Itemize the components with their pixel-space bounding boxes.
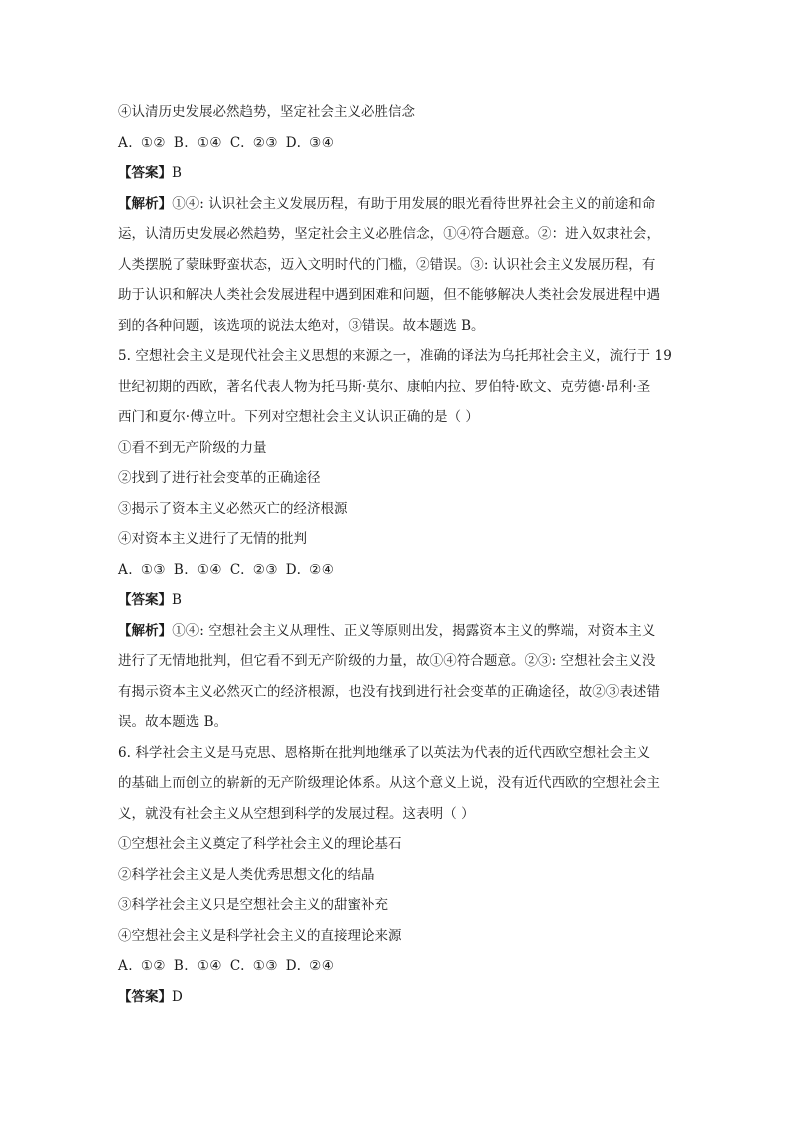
answer-label: 【答案】	[118, 592, 172, 608]
q6-answer	[118, 986, 678, 1008]
q4-answer	[118, 162, 678, 184]
q5-stem-line-3: 西门和夏尔·傅立叶。下列对空想社会主义认识正确的是（ ）	[118, 409, 479, 425]
q6-statement-2: ②科学社会主义是人类优秀思想文化的结晶	[118, 866, 375, 883]
q5-statement-2: ②找到了进行社会变革的正确途径	[118, 470, 321, 486]
analysis-text: ①④: 空想社会主义从理性、正义等原则出发，揭露资本主义的弊端，对资本主义	[172, 622, 656, 639]
analysis-label: 【解析】	[118, 622, 173, 639]
answer-value: B	[172, 592, 182, 608]
analysis-label: 【解析】	[118, 195, 173, 212]
q5-statement-3: ③揭示了资本主义必然灭亡的经济根源	[118, 500, 348, 517]
q5-answer	[118, 589, 678, 611]
q5-stem-line-1: 5. 空想社会主义是现代社会主义思想的来源之一，准确的译法为乌托邦社会主义，流行于 19	[118, 348, 672, 364]
answer-value: B	[172, 165, 182, 181]
document-content	[118, 101, 678, 1016]
q6-stem-line-2: 的基础上而创立的崭新的无产阶级理论体系。从这个意义上说，没有近代西欧的空想社会主	[118, 775, 660, 791]
q5-statement-1: ①看不到无产阶级的力量	[118, 439, 267, 456]
q4-analysis-line-3: 人类摆脱了蒙昧野蛮状态，迈入文明时代的门槛，②错误。③: 认识社会主义发展历程，有	[118, 256, 656, 273]
q6-stem-line-1: 6. 科学社会主义是马克思、恩格斯在批判地继承了以英法为代表的近代西欧空想社会主义	[118, 744, 651, 761]
q6-options: A. ①② B. ①④ C. ①③ D. ②④	[118, 958, 335, 974]
answer-value: D	[172, 988, 183, 1005]
q4-analysis-line-5: 到的各种问题，该选项的说法太绝对，③错误。故本题选 B。	[118, 317, 485, 334]
q4-statement-4: ④认清历史发展必然趋势，坚定社会主义必胜信念	[118, 104, 415, 120]
q4-analysis-line-4: 助于认识和解决人类社会发展进程中遇到困难和问题，但不能够解决人类社会发展进程中遇	[118, 287, 660, 303]
q5-analysis-line-2: 进行了无情地批判，但它看不到无产阶级的力量，故①④符合题意。②③: 空想社会主义没	[118, 653, 656, 669]
q5-options: A. ①③ B. ①④ C. ②③ D. ②④	[118, 561, 335, 578]
q4-analysis-line-2: 运，认清历史发展必然趋势，坚定社会主义必胜信念，①④符合题意。②：进入奴隶社会，	[118, 226, 660, 242]
q6-stem-line-3: 义，就没有社会主义从空想到科学的发展过程。这表明（ ）	[118, 805, 475, 822]
q5-statement-4: ④对资本主义进行了无情的批判	[118, 531, 307, 547]
q5-analysis-line-1	[118, 620, 678, 642]
answer-label: 【答案】	[118, 165, 172, 181]
q6-statement-3: ③科学社会主义只是空想社会主义的甜蜜补充	[118, 897, 388, 913]
analysis-text: ①④: 认识社会主义发展历程，有助于用发展的眼光看待世界社会主义的前途和命	[172, 195, 656, 212]
answer-label: 【答案】	[118, 988, 172, 1005]
q6-statement-4: ④空想社会主义是科学社会主义的直接理论来源	[118, 927, 402, 944]
q4-analysis-line-1	[118, 193, 678, 215]
q5-analysis-line-4: 误。故本题选 B。	[118, 714, 228, 730]
q5-stem-line-2: 世纪初期的西欧，著名代表人物为托马斯·莫尔、康帕内拉、罗伯特·欧文、克劳德·昂利·圣	[118, 378, 651, 395]
q4-options: A. ①② B. ①④ C. ②③ D. ③④	[118, 134, 335, 151]
q6-statement-1: ①空想社会主义奠定了科学社会主义的理论基石	[118, 836, 402, 852]
q5-analysis-line-3: 有揭示资本主义必然灭亡的经济根源，也没有找到进行社会变革的正确途径，故②③表述错	[118, 683, 660, 700]
